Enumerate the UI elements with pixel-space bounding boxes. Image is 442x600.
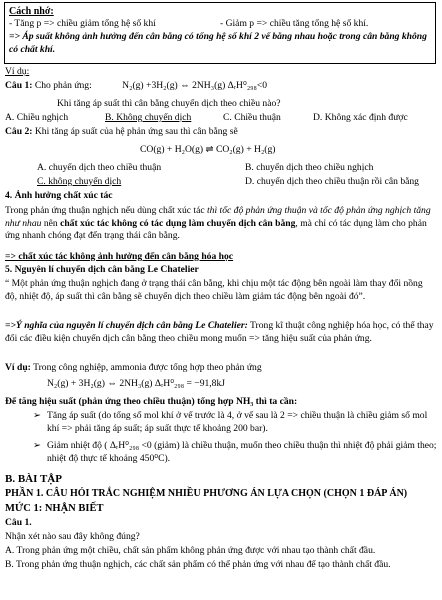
s5-bullet-1-text: Tăng áp suất (do tổng số mol khí ở vế trước là 4, ở vế sau là 2 => chiều thuận là chiều giảm số mol khí => phải tăng áp suất; áp suất thực tế khoảng 200 bar).	[47, 410, 428, 434]
q2-options-row1	[5, 162, 437, 175]
section4-conclusion: => chất xúc tác không ảnh hưởng đến cân bằng hóa học	[5, 251, 234, 262]
q2-option-b: B. chuyển dịch theo chiều nghịch	[245, 162, 374, 173]
vidu-label: Ví dụ:	[5, 66, 30, 77]
s5-bullet-1	[5, 410, 437, 435]
q1-option-c: C. Chiều thuận	[223, 112, 281, 123]
section4-title: 4. Ảnh hưởng chất xúc tác	[5, 190, 113, 201]
q2-text: Khi tăng áp suất của hệ phản ứng sau thì cân bằng sẽ	[34, 126, 238, 137]
s4-text-a: Trong phản ứng thuận nghịch nếu dùng chất xúc tác	[5, 205, 208, 216]
q1-option-d: D. Không xác định được	[313, 112, 408, 123]
s5-bullet-2-text: Giảm nhiệt độ ( ΔᵣH⁰₂₉₈ <0 (giảm) là chiều thuận, muốn theo chiều thuận thì nhiệt độ phải giảm theo; nhiệt độ thực tế khoảng 450⁰C).	[47, 440, 437, 464]
q2-equation: CO(g) + H₂O(g) ⇌ CO₂(g) + H₂(g)	[140, 144, 276, 155]
note-title: Cách nhớ:	[9, 6, 54, 17]
section5-principle: “ Một phản ứng thuận nghịch đang ở trạng thái cân bằng, khi chịu một tác động bên ngoài làm thay đổi nồng độ, nhiệt độ, áp suất thì cân bằng sẽ chuyển dịch theo chiều làm giảm tác động bên ngoài đó”.	[5, 278, 423, 302]
q2-option-a: A. chuyển dịch theo chiều thuận	[37, 162, 162, 173]
q1-option-b: B. Không chuyển dịch	[105, 112, 192, 123]
section4-paragraph	[5, 205, 437, 243]
s5-example-label: Ví dụ:	[5, 362, 31, 373]
s5-bullet-2	[5, 440, 437, 465]
section5-title: 5. Nguyên lí chuyển dịch cân bằng Le Chatelier	[5, 264, 199, 275]
q1-line	[5, 80, 437, 93]
question-1-option-a: A. Trong phản ứng một chiều, chất sản phẩm không phản ứng được với nhau tạo thành chất đầu.	[5, 545, 376, 556]
s5-meaning-text: Trong kĩ thuật công nghiệp hóa học, có thể thay đổi các điều kiện chuyển dịch cân bằng theo chiều mong muốn => tăng hiệu suất của phản ứng.	[5, 320, 434, 344]
s5-example-equation: N₂(g) + 3H₂(g) ⇔ 2NH₃(g) ΔᵣH⁰₂₉₈ = −91,8kJ	[47, 378, 226, 389]
s5-requirement: Để tăng hiệu suất (phản ứng theo chiều thuận) tổng hợp NH₃ thì ta cần:	[5, 396, 298, 407]
note-box	[4, 2, 436, 64]
q1-equation: N₂(g) +3H₂(g) ⇔ 2NH₃(g) ΔᵣH⁰₂₉₈<0	[122, 80, 268, 91]
q1-options	[5, 112, 437, 125]
bullet-arrow-icon: ➢	[33, 410, 42, 421]
question-1-option-b: B. Trong phản ứng thuận nghịch, các chất sản phẩm có thể phản ứng với nhau để tạo thành chất đầu.	[5, 559, 391, 570]
s4-text-b: thì tốc độ phản ứng thuận và tốc độ phản ứng nghịch tăng như nhau	[5, 205, 431, 229]
question-1-label: Câu 1.	[5, 517, 32, 528]
q2-option-c: C. không chuyển dịch	[37, 176, 122, 187]
q2-option-d: D. chuyển dịch theo chiều thuận rồi cân bằng	[245, 176, 419, 187]
note-line2: => Áp suất không ảnh hưởng đến cân bằng có tổng hệ số khí 2 vế bằng nhau hoặc trong cân bằng không có chất khí.	[9, 30, 427, 55]
s5-meaning-title: =>Ý nghĩa của nguyên lí chuyển dịch cân bằng Le Chatelier:	[5, 320, 248, 331]
s5-example-text: Trong công nghiệp, ammonia được tổng hợp theo phản ứng	[30, 362, 262, 373]
level-1-title: MỨC 1: NHẬN BIẾT	[5, 503, 104, 514]
s4-text-e: , mà chỉ có tác dụng làm cho phản ứng nhanh chóng đạt đến trạng thái cân bằng.	[5, 217, 427, 242]
q1-label: Câu 1:	[5, 80, 33, 91]
section5-meaning	[5, 320, 437, 345]
s5-example	[5, 362, 437, 375]
s4-text-c: nên	[41, 217, 61, 229]
q1-option-a: A. Chiều nghịch	[5, 112, 69, 123]
s4-text-d: chất xúc tác không có tác dụng làm chuyển dịch cân bằng	[60, 217, 296, 229]
bullet-arrow-icon: ➢	[33, 440, 42, 451]
q1-question: Khi tăng áp suất thì cân bằng chuyển dịch theo chiều nào?	[57, 98, 281, 109]
part-1-title: PHẦN 1. CÂU HỎI TRẮC NGHIỆM NHIỀU PHƯƠNG ÁN LỰA CHỌN (CHỌN 1 ĐÁP ÁN)	[5, 488, 408, 499]
note-line1-right: - Giảm p => chiều tăng tổng hệ số khí.	[220, 18, 369, 30]
q1-text: Cho phản ứng:	[34, 80, 92, 91]
question-1-text: Nhận xét nào sau đây không đúng?	[5, 531, 140, 542]
q2-line	[5, 126, 437, 139]
note-line1-left: - Tăng p => chiều giảm tổng hệ số khí	[9, 18, 156, 30]
part-b-title: B. BÀI TẬP	[5, 473, 62, 485]
q2-options-row2	[5, 176, 437, 189]
note-line1	[9, 18, 431, 31]
q2-label: Câu 2:	[5, 126, 33, 137]
